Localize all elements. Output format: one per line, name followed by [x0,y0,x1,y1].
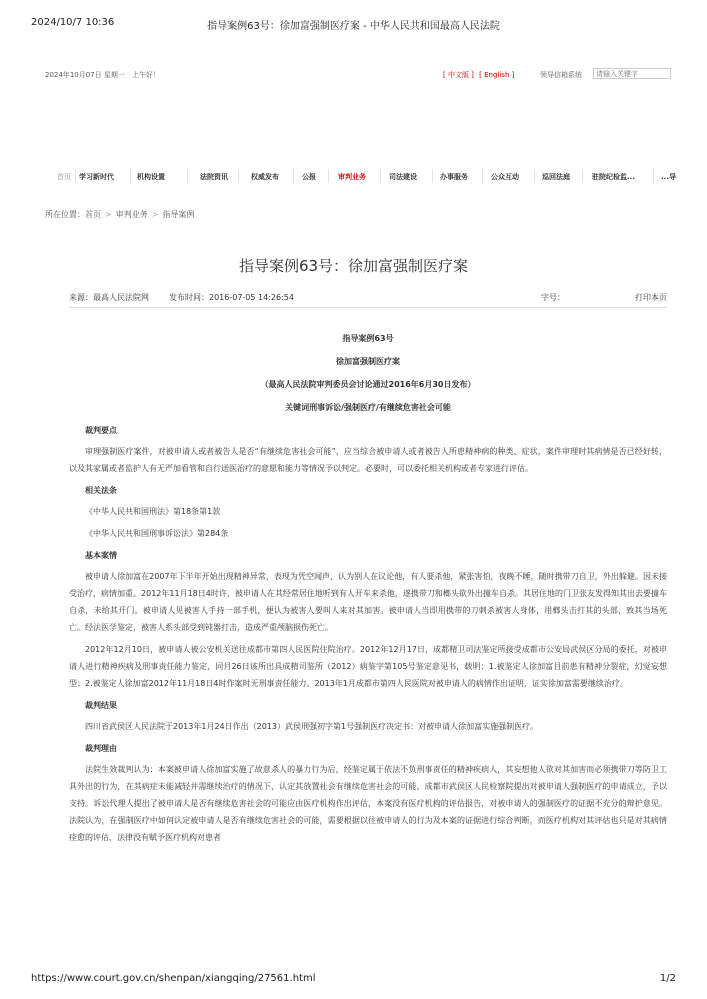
print-datetime: 2024/10/7 10:36 [31,17,115,28]
reason-paragraph: 法院生效裁判认为：本案被申请人徐加富实施了故意杀人的暴力行为后，经鉴定属于依法不负刑事责任的精神疾病人，其妄想他人欲对其加害而必须携带刀等防卫工具外出的行为，在其病症未能减轻并需继续治疗的情况下，认定其放置社会有继续危害社会的可能。成都市武侯区人民检察院提出对被申请人强制医疗的申请成立，予以支持。诉讼代理人提出了被申请人是否有继续危害社会的可能应由医疗机构作出评估，本案没有医疗机构的评估报告，对被申请人的强制医疗的证据不充分的辩护意见。法院认为，在强制医疗中如何认定被申请人是否有继续危害社会的可能，需要根据以往被申请人的行为及本案的证据进行综合判断，而医疗机构对其评估也只是对其病情痊愈的评估，法律没有赋予医疗机构对患者 [69,765,667,842]
nav-study[interactable]: 学习新时代 [79,173,114,181]
print-page-title: 指导案例63号：徐加富强制医疗案 - 中华人民共和国最高人民法院 [207,21,500,32]
law-item: 《中华人民共和国刑事诉讼法》第284条 [85,529,229,538]
nav-discipline[interactable]: 驻院纪检监... [592,173,635,181]
article-meta [69,292,667,304]
nav-divider [582,169,583,183]
nav-divider [653,169,654,183]
print-header [0,17,707,31]
nav-more[interactable]: ...导 [661,173,676,181]
nav-home[interactable]: 首页 [57,173,71,181]
breadcrumb-label: 所在位置： [45,210,85,219]
facts-paragraph: 2012年12月10日，被申请人被公安机关送往成都市第四人民医院住院治疗。2012年12月17日，成都精卫司法鉴定所接受成都市公安局武侯区分局的委托，对被申请人进行精神疾病及刑事责任能力鉴定，同月26日该所出具成精司鉴所（2012）病鉴字第105号鉴定意见书，载明：1.被鉴定人徐加富目前患有精神分裂症，幻觉妄想型；2.被鉴定人徐加富2012年11月18日4时作案时无刑事责任能力。2013年1月成都市第四人民医院对被申请人的病情作出证明，证实徐加富需要继续治疗。 [69,645,667,688]
nav-divider [534,169,535,183]
font-size-control[interactable]: 字号： [541,293,565,302]
print-footer [0,973,707,987]
chevron-right-icon: > [151,210,159,219]
article-body [69,330,667,851]
section-heading-points: 裁判要点 [85,426,117,435]
nav-services[interactable]: 办事服务 [440,173,468,181]
print-button[interactable]: 打印本页 [635,293,667,302]
nav-circuit-courts[interactable]: 巡回法庭 [542,173,570,181]
lang-chinese-link[interactable]: [ 中文版 ] [443,71,474,79]
nav-interaction[interactable]: 公众互动 [491,173,519,181]
main-nav [45,169,675,183]
breadcrumb-home[interactable]: 首页 [85,210,101,219]
case-number: 指导案例63号 [342,334,394,343]
top-bar [45,68,675,82]
case-name: 徐加富强制医疗案 [336,357,400,366]
nav-organization[interactable]: 机构设置 [137,173,165,181]
section-heading-facts: 基本案情 [85,551,117,560]
points-paragraph: 审理强制医疗案件，对被申请人或者被告人是否“有继续危害社会可能”，应当综合被申请人或者被告人所患精神病的种类、症状，案件审理时其病情是否已经好转，以及其家属或者监护人有无严加看管和自行送医治疗的意愿和能力等情况予以判定。必要时，可以委托相关机构或者专家进行评估。 [69,447,667,473]
section-heading-laws: 相关法条 [85,486,117,495]
nav-court-news[interactable]: 法院资讯 [200,173,228,181]
search-input[interactable] [593,68,671,79]
mailbox-link[interactable]: 领导信箱系统 [540,71,582,79]
meta-divider [69,307,667,308]
article-title: 指导案例63号：徐加富强制医疗案 [238,257,469,275]
nav-divider [380,169,381,183]
nav-gazette[interactable]: 公报 [302,173,316,181]
article-source: 来源：最高人民法院网 [69,293,149,302]
result-paragraph: 四川省武侯区人民法院于2013年1月24日作出（2013）武侯刑强初字第1号强制医疗决定书：对被申请人徐加富实施强制医疗。 [85,722,539,731]
page-number: 1/2 [659,973,676,984]
breadcrumb-cases[interactable]: 指导案例 [162,210,195,219]
nav-divider [238,169,239,183]
nav-trial-business[interactable]: 审判业务 [338,173,366,181]
nav-divider [293,169,294,183]
nav-divider [130,169,131,183]
nav-divider [75,169,76,183]
nav-judicial-building[interactable]: 司法建设 [389,173,417,181]
language-switch [443,70,517,80]
nav-divider [328,169,329,183]
publish-time: 发布时间：2016-07-05 14:26:54 [169,293,294,302]
lang-english-link[interactable]: [ English ] [479,71,515,79]
nav-divider [432,169,433,183]
nav-divider [187,169,188,183]
facts-paragraph: 被申请人徐加富在2007年下半年开始出现精神异常，表现为凭空闻声，认为别人在议论他，有人要杀他，紧张害怕，夜晚不睡，随时携带刀自卫，外出躲避。因未接受治疗，病情加重。2012年11月18日4时许，被申请人在其经常居住地听到有人开车来杀他，遂携带刀和榔头欲外出撞车自杀。其居住地的门卫张友发得知其出去要撞车自杀，未给其开门。被申请人见被害人手持一部手机，便认为被害人要叫人来对其加害。被申请人当即用携带的刀刺杀被害人身体，用榔头击打其的头部，致其当场死亡。经法医学鉴定，被害人系头部受到钝器打击，造成严重颅脑损伤死亡。 [69,572,667,632]
breadcrumb-trial[interactable]: 审判业务 [115,210,148,219]
nav-releases[interactable]: 权威发布 [251,173,279,181]
law-item: 《中华人民共和国刑法》第18条第1款 [85,507,221,516]
section-heading-reason: 裁判理由 [85,744,117,753]
nav-divider [482,169,483,183]
date-greeting: 2024年10月07日 星期一 上午好！ [45,71,160,79]
page-url: https://www.court.gov.cn/shenpan/xiangqing/27561.html [31,973,316,984]
breadcrumb [45,209,194,220]
section-heading-result: 裁判结果 [85,701,117,710]
chevron-right-icon: > [105,210,112,219]
case-release-note: （最高人民法院审判委员会讨论通过2016年6月30日发布） [260,380,476,389]
case-keywords: 关键词刑事诉讼/强制医疗/有继续危害社会可能 [285,403,451,412]
